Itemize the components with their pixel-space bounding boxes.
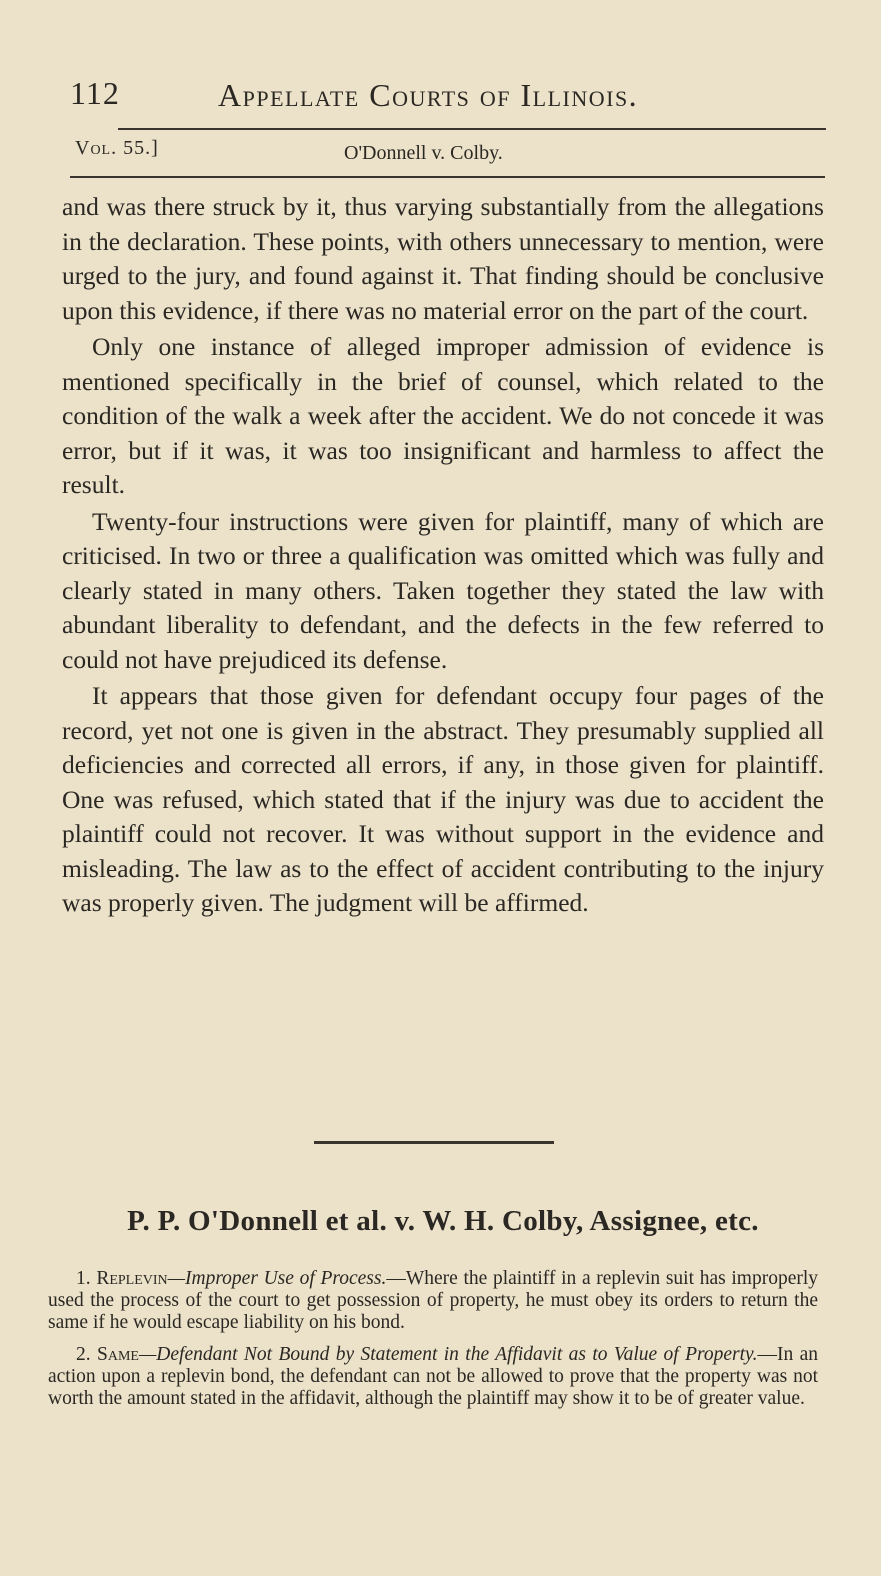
headnote-text: —Where the plaintiff in a replevin suit has improperly used the process of the court to get possession of property, he must obey its orders to return the same if he would escape liability on his bond.: [48, 1268, 819, 1333]
opinion-paragraph: and was there struck by it, thus varying substantially from the allegations in the declaration. These points, with others unnecessary to mention, were urged to the jury, and found against it. That finding should be conclusive upon this evidence, if there was no material error on the part of the court.: [62, 192, 824, 325]
opinion-paragraph: Twenty-four instructions were given for plaintiff, many of which are criticised. In two or three a qualification was omitted which was fully and clearly stated in many others. Taken together they stated the law with abundant liberality to defendant, and the defects in the few referred to could not have prejudiced its defense.: [62, 506, 824, 674]
opinion-text: [62, 190, 824, 921]
headnote-subtopic: —Improper Use of Process.: [167, 1268, 387, 1289]
running-title: Appellate Courts of Illinois.: [218, 77, 639, 113]
header-rule-top: [118, 128, 826, 130]
headnote-text: —In an action upon a replevin bond, the defendant can not be allowed to prove that the property was not worth the amount stated in the affidavit, although the plaintiff may show it to be of greater value.: [48, 1344, 818, 1409]
headnote-topic: Replevin: [96, 1268, 168, 1289]
opinion-paragraph: Only one instance of alleged improper admission of evidence is mentioned specifically in the brief of counsel, which related to the condition of the walk a week after the accident. We do not concede it was error, but if it was, it was too insignificant and harmless to affect the result.: [62, 332, 824, 499]
headnote: [48, 1344, 818, 1410]
page-number: 112: [70, 75, 120, 111]
headnote-number: 2.: [76, 1344, 91, 1365]
headnote: [48, 1268, 818, 1334]
headnotes: [48, 1268, 818, 1410]
case-title: P. P. O'Donnell et al. v. W. H. Colby, Assignee, etc.: [127, 1205, 759, 1237]
page-header: [70, 75, 830, 115]
headnote-number: 1.: [76, 1268, 91, 1289]
volume-label: Vol. 55.]: [75, 137, 159, 159]
opinion-paragraph: It appears that those given for defendant occupy four pages of the record, yet not one is given in the abstract. They presumably supplied all deficiencies and corrected all errors, if any, in those given for plaintiff. One was refused, which stated that if the injury was due to accident the plaintiff could not recover. It was without support in the evidence and misleading. The law as to the effect of accident contributing to the injury was properly given. The judgment will be affirmed.: [62, 681, 824, 917]
case-citation: O'Donnell v. Colby.: [344, 142, 503, 164]
header-rule-bottom: [70, 176, 825, 178]
headnote-topic: Same: [97, 1344, 139, 1365]
headnote-subtopic: —Defendant Not Bound by Statement in the Affidavit as to Value of Property.: [138, 1344, 758, 1365]
section-divider: [314, 1141, 554, 1144]
